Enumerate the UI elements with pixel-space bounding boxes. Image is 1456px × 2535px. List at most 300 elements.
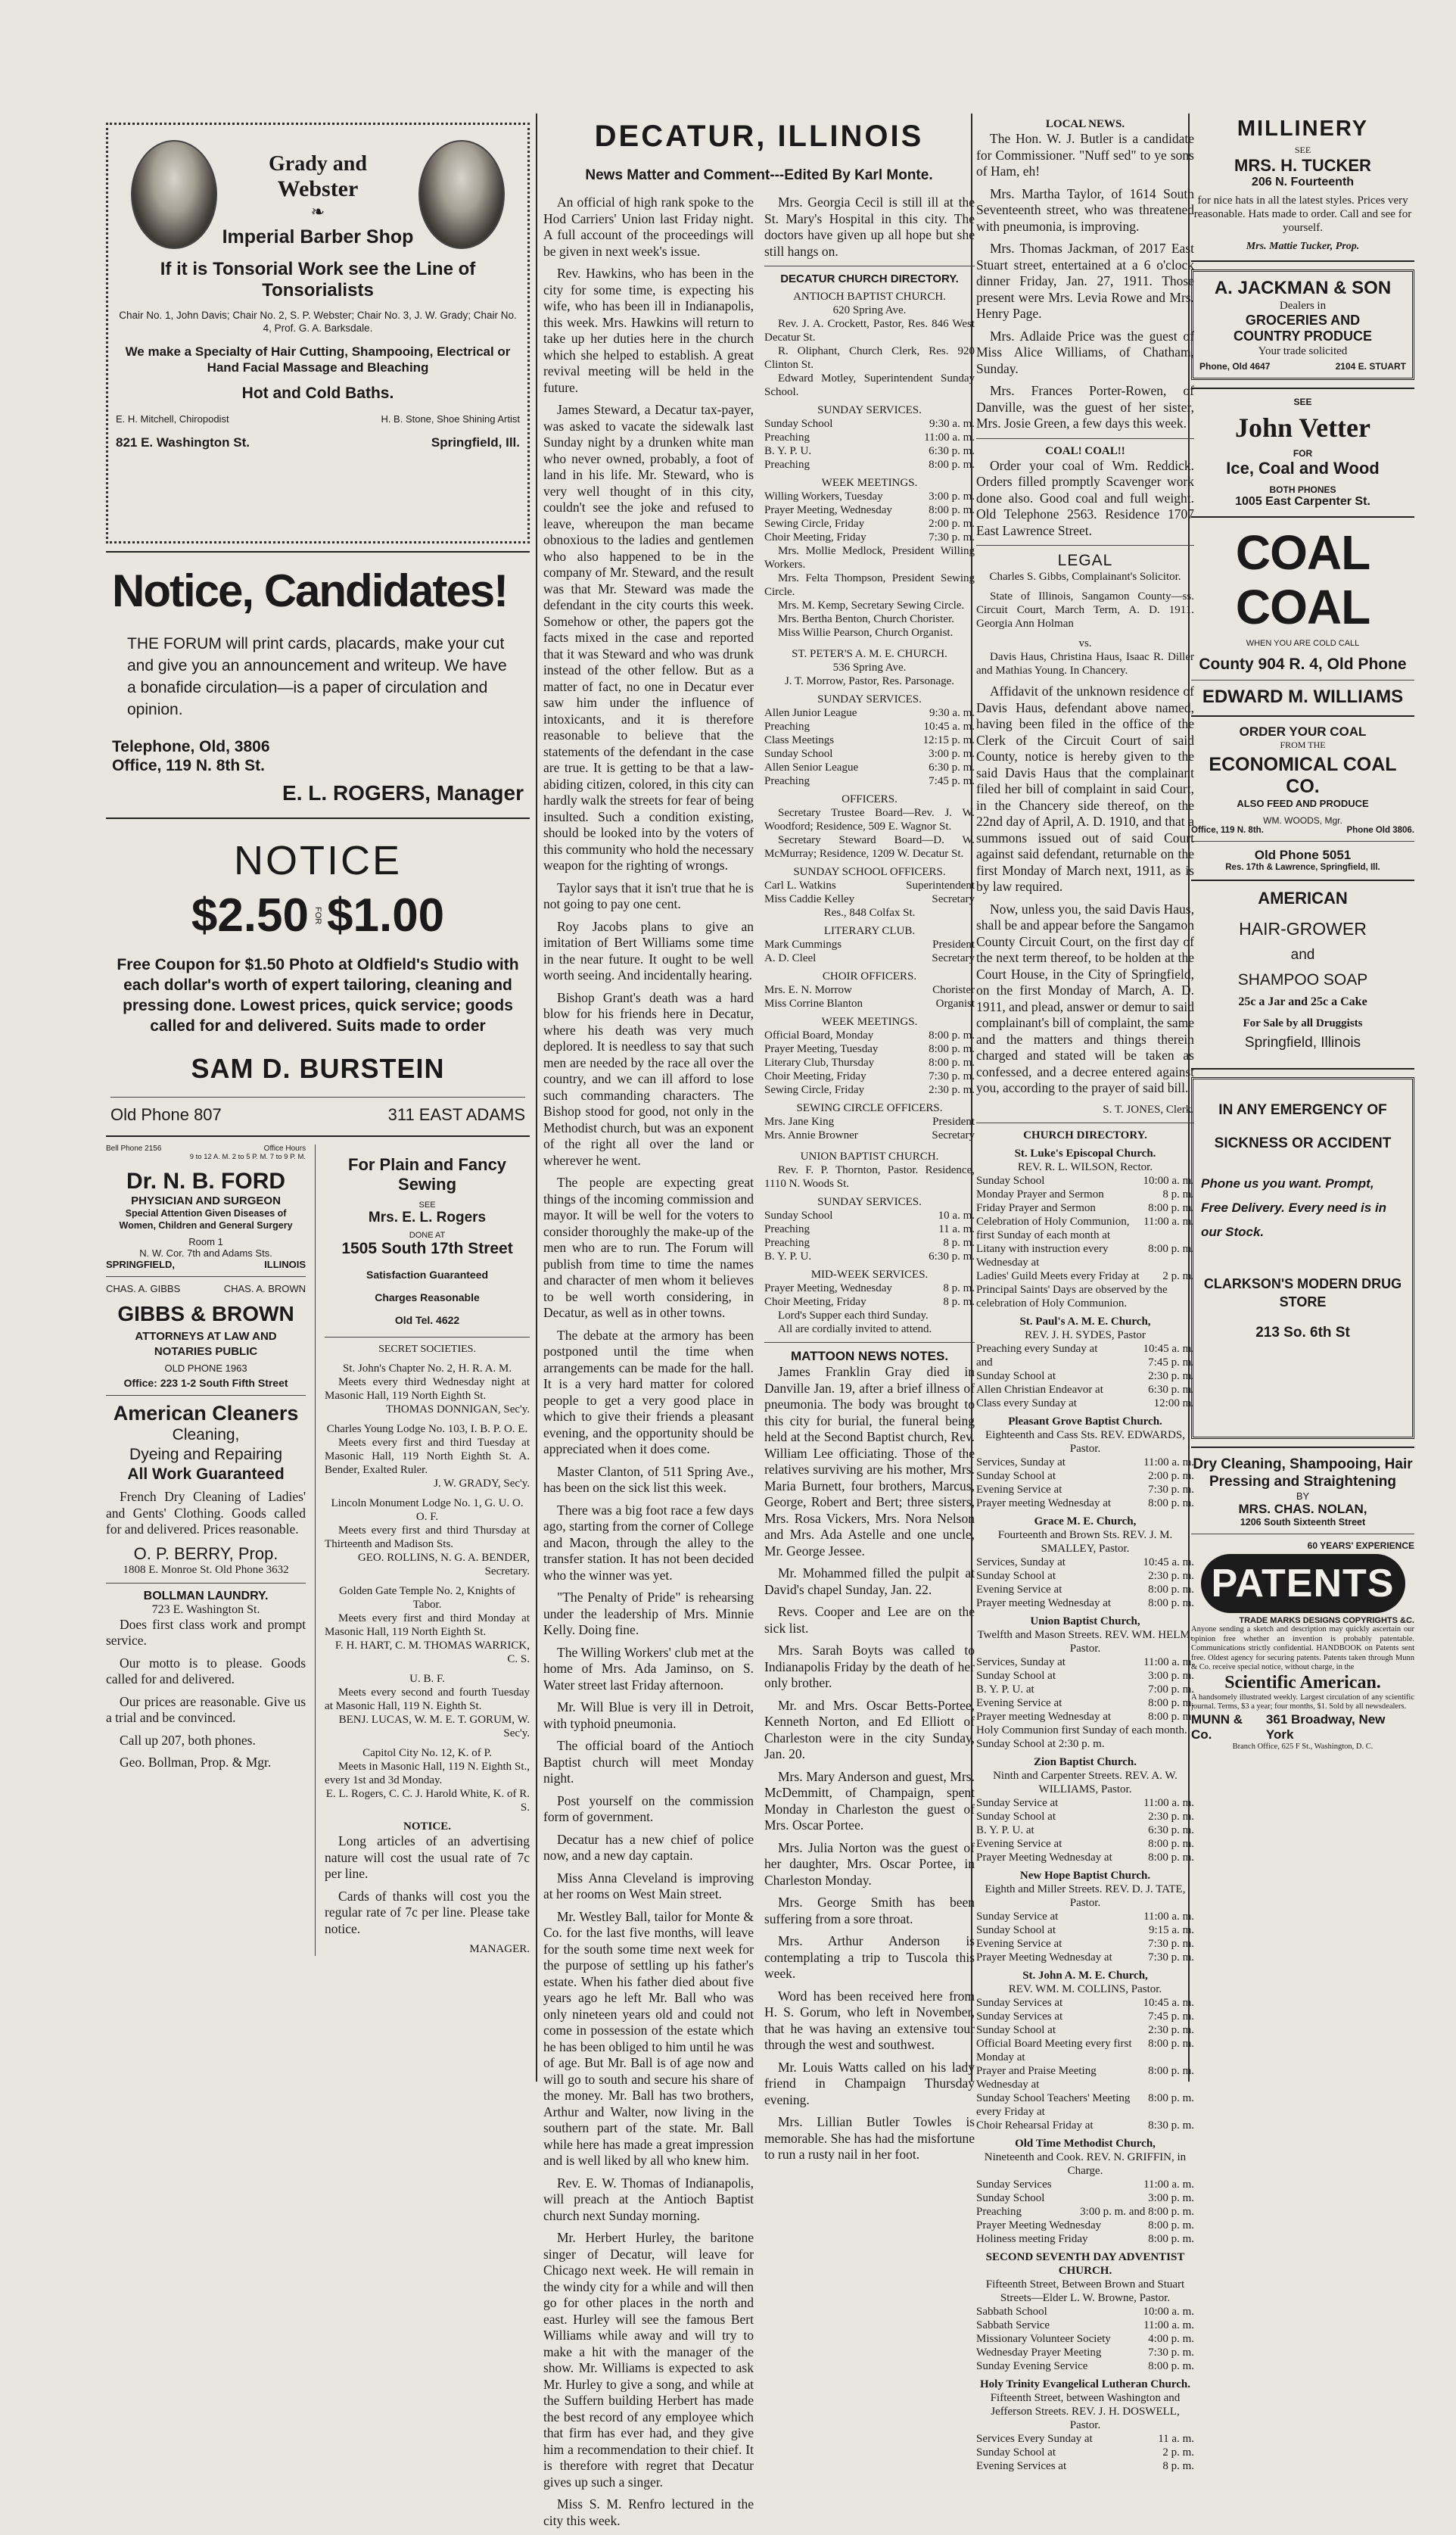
- news-paragraph: Bishop Grant's death was a hard blow for his friends here in Decatur, where his death was very much deplored. It is needless to say that such men are needed by the race all over the country, and we can ill afford to lose such commanding characters. The Bishop stood for good, not only in the Methodist church, but was an exponent of the right all over the land or wherever he went.: [543, 989, 754, 1168]
- burstein-for: FOR: [313, 906, 322, 925]
- service-row: [764, 706, 975, 720]
- church-pastor: Eighth and Miller Streets. REV. D. J. TATE, Pastor.: [985, 1883, 1186, 1909]
- service-row: [764, 444, 975, 458]
- service-time: 7:45 p. m.: [1148, 1356, 1194, 1369]
- service-label: Sunday Services at: [976, 2010, 1063, 2023]
- service-label: Sunday School: [764, 418, 833, 430]
- service-row: [764, 1070, 975, 1083]
- church-pastor: Fifteenth Street, Between Brown and Stuart Streets—Elder L. W. Browne, Pastor.: [985, 2278, 1185, 2304]
- economical-res: Res. 17th & Lawrence, Springfield, Ill.: [1225, 863, 1380, 872]
- news-paragraph: The people are expecting great things of the incoming commission and mayor. It will be well for the voters to consider thoroughly the make-up of the men who are to run. The Forum will publish from time to time the names and character of men whom it believes to be well worth considering, in Decatur, as well as in other towns.: [543, 1175, 754, 1320]
- service-label: Prayer Meeting, Tuesday: [764, 1043, 879, 1055]
- patents-ad: [1191, 1540, 1414, 1751]
- legal-p1: Affidavit of the unknown residence of Davis Haus, defendant above named, having been filed in the office of the Clerk of the Circuit Court of said County, notice is hereby given to the said Davis Haus that the complainant filed her bill of complaint in said Court, in the Chancery side thereof, on the 22nd day of April, A. D. 1910, and that a summons issued out of said Court against said defendant, returnable on the first Monday of March next, 1911, as is by law required.: [976, 684, 1194, 894]
- service-label: Evening Service at: [976, 1837, 1062, 1850]
- service-label: B. Y. P. U.: [764, 1250, 812, 1263]
- church-name: St. Paul's A. M. E. Church,: [1019, 1315, 1151, 1328]
- service-label: Holy Communion first Sunday of each month.: [976, 1724, 1187, 1736]
- section-title: SUNDAY SERVICES.: [817, 404, 922, 416]
- service-label: Sunday School Teachers' Meeting every Friday at: [976, 2091, 1131, 2118]
- service-time: 11:00 a. m.: [924, 431, 975, 444]
- section-title: WEEK MEETINGS.: [821, 1016, 918, 1028]
- hairgrower-city: Springfield, Illinois: [1244, 1035, 1361, 1051]
- news-paragraph: Mrs. Frances Porter-Rowen, of Danville, was the guest of her sister, Mrs. Josie Green, a few days this week.: [976, 383, 1194, 431]
- service-label: Evening Services at: [976, 2459, 1067, 2472]
- news-paragraph: James Franklin Gray died in Danville Jan. 19, after a brief illness of pneumonia. The body was brought to this city for burial, the funeral being held at the Second Baptist church, Rev. William Lee officiating. Those of the relatives surviving are his mother, Mrs. Maria Burnett, four brothers, Marcus, George, Robert and Bert; three sisters, Mrs. Rosa Vickers, Mrs. Nora Nelson and Mrs. Ada Astelle and one uncle, Mr. George Jessee.: [764, 1364, 975, 1559]
- service-row: [976, 2319, 1194, 2332]
- service-time: 8 p. m.: [943, 1296, 975, 1308]
- burstein-name: SAM D. BURSTEIN: [191, 1053, 445, 1084]
- news-paragraph: Mr. Mohammed filled the pulpit at David's chapel Sunday, Jan. 22.: [764, 1565, 975, 1597]
- bollman-address: 723 E. Washington St.: [151, 1602, 260, 1616]
- hairgrower-price: 25c a Jar and 25c a Cake: [1238, 995, 1367, 1008]
- patents-body: Anyone sending a sketch and description may quickly ascertain our opinion free whether an invention is probably patentable. Communications strictly confidential. HANDBOOK on Patents sent free. Oldest agency for securing patents. Patents taken through Munn & Co. receive special notice, without charge, in the: [1191, 1625, 1414, 1671]
- church-officer: Miss Willie Pearson, Church Organist.: [778, 627, 954, 639]
- service-time: 6:30 p. m.: [929, 1250, 975, 1263]
- church-note: Lord's Supper each third Sunday.: [778, 1310, 929, 1322]
- service-label: Prayer Meeting Wednesday at: [976, 1951, 1112, 1964]
- service-row: [976, 1242, 1194, 1269]
- service-row: [976, 2010, 1194, 2023]
- column-rule: [536, 114, 537, 2082]
- bollman-p1: Does first class work and prompt service.: [106, 1616, 306, 1648]
- church-pastor: REV. WM. M. COLLINS, Pastor.: [1008, 1982, 1162, 1995]
- legal-clerk: S. T. JONES, Clerk.: [1103, 1103, 1194, 1116]
- patents-paper-desc: A handsomely illustrated weekly. Largest circulation of any scientific journal. Terms, $3 a year; four months, $1. Sold by all newsdealers.: [1191, 1693, 1414, 1711]
- jackman-dealers: Dealers in: [1279, 300, 1327, 312]
- service-label: Carl L. Watkins: [764, 880, 836, 892]
- gibbs-phone: OLD PHONE 1963: [164, 1362, 247, 1374]
- service-time: 8:00 p. m.: [1148, 2091, 1194, 2104]
- service-row: [764, 1029, 975, 1042]
- news-paragraph: Mr. Will Blue is very ill in Detroit, with typhoid pneumonia.: [543, 1699, 754, 1731]
- service-time: 8 p. m.: [1162, 2459, 1194, 2472]
- news-paragraph: Word has been received here from H. S. Gorum, who left in November, that he was having an extensive tour through the west and southwest.: [764, 1988, 975, 2052]
- society-name: Capitol City No. 12, K. of P.: [362, 1747, 492, 1759]
- church-name: Pleasant Grove Baptist Church.: [1008, 1415, 1162, 1428]
- church-officer: Rev. J. A. Crockett, Pastor, Res. 846 West Decatur St.: [764, 318, 975, 344]
- service-time: 10:00 a. m.: [1143, 1174, 1194, 1187]
- service-time: President: [932, 939, 975, 951]
- society-name: Lincoln Monument Lodge No. 1, G. U. O. O. F.: [331, 1497, 524, 1523]
- service-row: [976, 2219, 1194, 2232]
- gibbs-ad: [106, 1283, 306, 1389]
- service-row: [764, 938, 975, 951]
- service-time: 11 a. m.: [938, 1223, 975, 1235]
- service-row: [976, 2359, 1194, 2373]
- church-name: UNION BAPTIST CHURCH.: [800, 1151, 939, 1163]
- service-row: [976, 1796, 1194, 1810]
- church-name: Grace M. E. Church,: [1034, 1515, 1137, 1528]
- society-text: Meets in Masonic Hall, 119 N. Eighth St., every 1st and 3d Monday.: [325, 1761, 530, 1786]
- service-time: 6:30 p. m.: [1148, 1383, 1194, 1396]
- service-row: [976, 1923, 1194, 1937]
- service-time: 2:30 p. m.: [1148, 1569, 1194, 1582]
- news-paragraph: Mrs. Arthur Anderson is contemplating a trip to Tuscola this week.: [764, 1933, 975, 1981]
- service-row: [976, 1937, 1194, 1951]
- vetter-phones: BOTH PHONES: [1269, 484, 1336, 495]
- service-time: 6:30 p. m.: [1148, 1823, 1194, 1836]
- service-row: [764, 1222, 975, 1236]
- service-row: [976, 2459, 1194, 2473]
- service-time: 10:45 a. m.: [1143, 1556, 1194, 1568]
- societies-notice-p1: Long articles of an advertising nature will cost the usual rate of 7c per line.: [325, 1833, 530, 1881]
- service-row: [764, 720, 975, 733]
- section-title: CHOIR OFFICERS.: [822, 970, 917, 983]
- service-row: [976, 1655, 1194, 1669]
- service-time: 12:15 p. m.: [922, 734, 975, 746]
- column-3: [976, 114, 1194, 2473]
- jackman-address: 2104 E. STUART: [1335, 361, 1406, 372]
- sewing-name: Mrs. E. L. Rogers: [368, 1210, 487, 1225]
- news-paragraph: Rev. Hawkins, who has been in the city for some time, is expecting his wife, who has been ill in Indianapolis, this week. Mrs. Hawkins will return to take up her duties here in the church which she helped to establish. A great revival meeting will be held in the future.: [543, 266, 754, 395]
- barber-address: 821 E. Washington St.: [116, 435, 250, 450]
- service-time: 4:00 p. m.: [1148, 2332, 1194, 2345]
- hairgrower-line-2: HAIR-GROWER: [1239, 919, 1367, 939]
- service-row: [976, 2205, 1194, 2219]
- church-name: St. Luke's Episcopal Church.: [1014, 1147, 1156, 1160]
- society-officer: E. L. Rogers, C. C. J. Harold White, K. of R. S.: [325, 1788, 530, 1814]
- news-paragraph: Master Clanton, of 511 Spring Ave., has been on the sick list this week.: [543, 1463, 754, 1495]
- service-time: 2:30 p. m.: [929, 1084, 975, 1096]
- service-time: 6:30 p. m.: [929, 761, 975, 774]
- service-time: 2:00 p. m.: [1148, 1469, 1194, 1482]
- service-row: [764, 1083, 975, 1097]
- barber-chairs: Chair No. 1, John Davis; Chair No. 2, S. P. Webster; Chair No. 3, J. W. Grady; Chair No. 4, Prof. G. A. Barksdale.: [119, 310, 517, 334]
- society-text: Meets every third Wednesday night at Masonic Hall, 119 North Eighth St.: [325, 1376, 530, 1402]
- service-row: [976, 1201, 1194, 1215]
- candidates-manager: E. L. ROGERS, Manager: [282, 781, 524, 805]
- service-time: 8:00 p. m.: [929, 459, 975, 471]
- service-label: Preaching: [976, 2205, 1022, 2218]
- burstein-notice: NOTICE: [233, 838, 402, 883]
- service-row: [976, 2305, 1194, 2319]
- service-row: [976, 1910, 1194, 1923]
- service-label: B. Y. P. U.: [764, 445, 812, 457]
- legal-vs: vs.: [1078, 637, 1092, 649]
- burstein-phone: Old Phone 807: [110, 1105, 222, 1124]
- service-row: [976, 1810, 1194, 1823]
- service-row: [976, 2446, 1194, 2459]
- service-label: Sunday School at: [976, 2023, 1056, 2036]
- service-label: Choir Meeting, Friday: [764, 1296, 866, 1308]
- service-row: [764, 1129, 975, 1142]
- legal-p2: Now, unless you, the said Davis Haus, shall be and appear before the Sangamon County Circuit Court, on the first day of the next term thereof, to be holden at the Court House, in the City of Springfield, on the first Monday of March, A. D. 1911, and plead, answer or demur to said complainant's bill of complaint, the same and the matters and things therein charged and stated will be taken as confessed, and a decree entered against you, according to the prayer of said bill.: [976, 901, 1194, 1095]
- patents-logo-text: PATENTS: [1211, 1562, 1395, 1605]
- societies-notice-p2: Cards of thanks will cost you the regular rate of 7c per line. Please take notice.: [325, 1888, 530, 1936]
- service-row: [764, 892, 975, 906]
- service-row: [976, 2191, 1194, 2205]
- church-officer: Mrs. Felta Thompson, President Sewing Circle.: [764, 572, 975, 598]
- service-label: Missionary Volunteer Society: [976, 2332, 1111, 2345]
- church-pastor: REV. R. L. WILSON, Rector.: [1017, 1160, 1153, 1173]
- service-label: Sewing Circle, Friday: [764, 518, 865, 530]
- cleaners-name: American Cleaners: [113, 1402, 299, 1425]
- service-time: 8 p. m.: [1162, 1188, 1194, 1201]
- church-name: SECOND SEVENTH DAY ADVENTIST CHURCH.: [985, 2250, 1185, 2277]
- service-label: Sunday Services: [976, 2178, 1052, 2191]
- church-pastor: Rev. F. P. Thornton, Pastor. Residence, 1110 N. Woods St.: [764, 1164, 975, 1190]
- barber-shop-name: Imperial Barber Shop: [222, 226, 414, 248]
- news-paragraph: Miss Anna Cleveland is improving at her rooms on West Main street.: [543, 1870, 754, 1901]
- economical-office: Office, 119 N. 8th.: [1191, 826, 1264, 835]
- news-paragraph: Mrs. Martha Taylor, of 1614 South Seventeenth street, who was threatened with pneumonia, is improving.: [976, 185, 1194, 234]
- church-pastor: J. T. Morrow, Pastor, Res. Parsonage.: [784, 675, 955, 687]
- mattoon-title: MATTOON NEWS NOTES.: [790, 1349, 949, 1363]
- burstein-price-2: $1.00: [327, 889, 445, 942]
- service-time: 8:00 p. m.: [1148, 2359, 1194, 2372]
- sewing-done-at: DONE AT: [409, 1231, 446, 1240]
- service-row: [764, 733, 975, 747]
- church-address: Res., 848 Colfax St.: [823, 907, 916, 919]
- service-row: [976, 2332, 1194, 2346]
- service-label: Sunday School at: [976, 1369, 1056, 1382]
- service-time: 9:15 a. m.: [1149, 1923, 1194, 1936]
- barber-title-2: Webster: [277, 176, 359, 201]
- vetter-name: John Vetter: [1235, 413, 1370, 443]
- service-label: Sunday School at: [976, 1569, 1056, 1582]
- ford-ad: [106, 1144, 306, 1270]
- clarkson-address: 213 So. 6th St: [1255, 1325, 1350, 1341]
- section-title: SUNDAY SCHOOL OFFICERS.: [793, 866, 946, 878]
- service-time: Secretary: [932, 952, 975, 964]
- vetter-address: 1005 East Carpenter St.: [1235, 495, 1370, 508]
- church-pastor: Nineteenth and Cook. REV. N. GRIFFIN, in Charge.: [984, 2150, 1187, 2177]
- burstein-address: 311 EAST ADAMS: [387, 1105, 525, 1124]
- news-paragraph: Mrs. Adlaide Price was the guest of Miss Alice Williams, of Chatham, Sunday.: [976, 328, 1194, 376]
- service-label: Evening Service at: [976, 1583, 1062, 1596]
- millinery-name: MRS. H. TUCKER: [1234, 156, 1371, 175]
- news-paragraph: Miss S. M. Renfro lectured in the city this week.: [543, 2496, 754, 2528]
- service-label: Sunday School: [976, 1174, 1045, 1187]
- service-label: Sunday Services at: [976, 1996, 1063, 2009]
- jackman-phone: Phone, Old 4647: [1199, 361, 1271, 372]
- service-row: [976, 1188, 1194, 1201]
- service-row: [764, 531, 975, 544]
- column-4: [1191, 114, 1414, 1751]
- service-time: Organist: [935, 998, 975, 1010]
- society-officer: BENJ. LUCAS, W. M. E. T. GORUM, W. Sec'y.: [338, 1714, 530, 1739]
- coal-title: COAL! COAL!!: [1045, 444, 1125, 457]
- service-time: 8:00 p. m.: [929, 1057, 975, 1069]
- service-time: 7:45 p. m.: [1148, 2010, 1194, 2023]
- service-label: Prayer Meeting, Wednesday: [764, 1282, 892, 1294]
- service-label: Prayer meeting Wednesday at: [976, 1496, 1112, 1509]
- clarkson-h1: IN ANY EMERGENCY OF: [1218, 1102, 1387, 1118]
- service-label: Evening Service at: [976, 1696, 1062, 1709]
- sewing-ad: [325, 1155, 530, 1326]
- service-row: [764, 879, 975, 892]
- service-label: A. D. Cleel: [764, 952, 817, 964]
- service-row: [764, 747, 975, 761]
- society-officer: J. W. GRADY, Sec'y.: [434, 1478, 530, 1490]
- service-label: Prayer and Praise Meeting Wednesday at: [976, 2064, 1097, 2091]
- church-name: Holy Trinity Evangelical Lutheran Church.: [980, 2378, 1190, 2390]
- left-subcolumn: [106, 1144, 306, 1956]
- service-row: [764, 1056, 975, 1070]
- sewing-address: 1505 South 17th Street: [341, 1240, 513, 1257]
- cleaners-line-3: All Work Guaranteed: [127, 1465, 285, 1483]
- service-row: [764, 761, 975, 774]
- service-row: [976, 2346, 1194, 2359]
- church-officer: Mrs. Mollie Medlock, President Willing Workers.: [764, 545, 975, 571]
- service-time: 8:00 p. m.: [1148, 1242, 1194, 1255]
- nolan-name: MRS. CHAS. NOLAN,: [1238, 1502, 1367, 1516]
- ford-hours-label: Office Hours: [263, 1144, 306, 1153]
- service-time: 8:00 p. m.: [1148, 2232, 1194, 2245]
- patents-paper: Scientific American.: [1224, 1672, 1381, 1693]
- service-label: Preaching: [764, 1237, 810, 1249]
- service-time: 8 p. m.: [943, 1282, 975, 1294]
- service-row: [976, 1496, 1194, 1510]
- service-time: 8:00 p. m.: [1148, 1583, 1194, 1596]
- church-name: Union Baptist Church,: [1030, 1615, 1140, 1627]
- service-time: 8:00 p. m.: [1148, 1837, 1194, 1850]
- service-row: [976, 1696, 1194, 1710]
- service-row: [976, 1283, 1194, 1310]
- service-label: Literary Club, Thursday: [764, 1057, 875, 1069]
- service-label: Sunday School at: [976, 1923, 1056, 1936]
- society-officer: THOMAS DONNIGAN, Sec'y.: [385, 1403, 530, 1415]
- society-text: Meets every first and third Tuesday at Masonic Hall, 119 North Eighth St. A. Bender, Exalted Ruler.: [325, 1437, 530, 1476]
- service-time: President: [932, 1116, 975, 1128]
- news-paragraph: Mrs. Sarah Boyts was called to Indianapolis Friday by the death of her only brother.: [764, 1643, 975, 1690]
- service-row: [764, 1236, 975, 1250]
- society-text: Meets every second and fourth Tuesday at Masonic Hall, 119 N. Eighth St.: [325, 1686, 530, 1712]
- decatur-subtitle: News Matter and Comment---Edited By Karl Monte.: [585, 167, 933, 183]
- service-time: 10:45 a. m.: [923, 721, 975, 733]
- service-row: [976, 1369, 1194, 1383]
- church-officer: Edward Motley, Superintendent Sunday School.: [764, 372, 975, 398]
- service-label: Willing Workers, Tuesday: [764, 490, 883, 503]
- barber-specialty: We make a Specialty of Hair Cutting, Shampooing, Electrical or Hand Facial Massage and Bleaching: [125, 344, 511, 375]
- ford-state: ILLINOIS: [264, 1259, 306, 1270]
- church-pastor: Twelfth and Mason Streets. REV. WM. HELM, Pastor.: [977, 1628, 1193, 1655]
- millinery-see: SEE: [1294, 145, 1311, 155]
- service-label: Sabbath School: [976, 2305, 1047, 2318]
- service-label: Litany with instruction every Wednesday at: [976, 1242, 1109, 1269]
- news-paragraph: Rev. E. W. Thomas of Indianapolis, will preach at the Antioch Baptist church next Sunday morning.: [543, 2175, 754, 2223]
- candidates-ad: [106, 560, 530, 810]
- service-time: 7:30 p. m.: [929, 1070, 975, 1082]
- service-label: Prayer meeting Wednesday at: [976, 1596, 1112, 1609]
- jackman-name: A. JACKMAN & SON: [1214, 278, 1392, 298]
- service-label: Sewing Circle, Friday: [764, 1084, 865, 1096]
- candidates-phone: Telephone, Old, 3806: [112, 738, 270, 755]
- section-title: WEEK MEETINGS.: [821, 477, 918, 489]
- candidates-body: THE FORUM will print cards, placards, make your cut and give you an announcement and writeup. We have a bonafide circulation—is a paper of circulation and opinion.: [127, 635, 507, 718]
- service-label: Monday Prayer and Sermon: [976, 1188, 1104, 1201]
- service-row: [976, 2232, 1194, 2246]
- decatur-news-right: [764, 195, 975, 2535]
- patents-munn-addr: 361 Broadway, New York: [1265, 1711, 1386, 1742]
- service-label: Class Meetings: [764, 734, 835, 746]
- burstein-price-1: $2.50: [191, 889, 309, 942]
- service-label: Preaching every Sunday at: [976, 1342, 1098, 1355]
- section-title: MID-WEEK SERVICES.: [810, 1269, 929, 1281]
- service-label: Services, Sunday at: [976, 1655, 1066, 1668]
- bollman-sign: Geo. Bollman, Prop. & Mgr.: [120, 1755, 272, 1770]
- patents-marks: TRADE MARKS DESIGNS COPYRIGHTS &C.: [1239, 1616, 1414, 1625]
- service-label: Prayer Meeting Wednesday: [976, 2219, 1102, 2231]
- secret-societies: [325, 1344, 530, 1956]
- service-time: Superintendent: [906, 880, 975, 892]
- church-pastor: REV. J. H. SYDES, Pastor: [1025, 1328, 1146, 1341]
- service-label: Sunday Service at: [976, 1796, 1059, 1809]
- service-time: 8:00 p. m.: [1148, 1201, 1194, 1214]
- service-time: 8:00 p. m.: [1148, 2219, 1194, 2231]
- service-row: [976, 1951, 1194, 1964]
- bollman-p4: Call up 207, both phones.: [120, 1732, 256, 1748]
- service-label: Mrs. Jane King: [764, 1116, 835, 1128]
- ford-name: Dr. N. B. FORD: [126, 1169, 286, 1194]
- service-time: 12:00 m.: [1153, 1397, 1194, 1409]
- service-time: 2:00 p. m.: [929, 518, 975, 530]
- church-name: Zion Baptist Church.: [1033, 1755, 1137, 1768]
- jackman-line-1: GROCERIES AND: [1245, 313, 1361, 328]
- legal-state: State of Illinois, Sangamon County—ss. Circuit Court, March Term, A. D. 1911. Georgia Ann Holman: [976, 590, 1194, 630]
- cleaners-address: 1808 E. Monroe St. Old Phone 3632: [123, 1563, 289, 1576]
- service-time: 8:00 p. m.: [929, 1029, 975, 1042]
- service-label: and: [976, 1356, 993, 1369]
- service-row: [976, 1596, 1194, 1610]
- society-name: U. B. F.: [409, 1673, 445, 1685]
- society-name: Charles Young Lodge No. 103, I. B. P. O. E.: [326, 1423, 528, 1435]
- service-label: Choir Meeting, Friday: [764, 1070, 866, 1082]
- nolan-by: BY: [1296, 1490, 1310, 1502]
- service-time: 7:30 p. m.: [1148, 1951, 1194, 1964]
- bollman-name: BOLLMAN LAUNDRY.: [143, 1589, 269, 1602]
- gibbs-title: ATTORNEYS AT LAW AND NOTARIES PUBLIC: [135, 1330, 277, 1358]
- service-row: [976, 1683, 1194, 1696]
- service-time: 7:45 p. m.: [929, 775, 975, 787]
- cleaners-ad: [106, 1402, 306, 1577]
- portrait-image: [131, 140, 217, 249]
- service-label: Mrs. E. N. Morrow: [764, 984, 852, 996]
- service-time: 7:30 p. m.: [1148, 1937, 1194, 1950]
- right-subcolumn: [325, 1144, 530, 1956]
- ford-special: Special Attention Given Diseases of Women, Children and General Surgery: [119, 1208, 293, 1231]
- service-row: [976, 1851, 1194, 1864]
- service-row: [976, 1837, 1194, 1851]
- ford-title: PHYSICIAN AND SURGEON: [131, 1194, 281, 1207]
- barber-chiropodist: E. H. Mitchell, Chiropodist: [116, 413, 229, 425]
- service-time: 11:00 a. m.: [1143, 1215, 1194, 1228]
- cleaners-prop: O. P. BERRY, Prop.: [133, 1543, 278, 1563]
- service-time: 2 p. m.: [1162, 1269, 1194, 1282]
- service-time: 8:00 p. m.: [1148, 1596, 1194, 1609]
- service-row: [976, 2432, 1194, 2446]
- church-officer: R. Oliphant, Church Clerk, Res. 920 Clinton St.: [764, 345, 975, 371]
- service-time: 8:00 p. m.: [1148, 1851, 1194, 1864]
- vetter-for: FOR: [1293, 448, 1313, 459]
- gibbs-office: Office: 223 1-2 South Fifth Street: [123, 1377, 288, 1389]
- service-row: [764, 417, 975, 431]
- clarkson-body: Phone us you want. Prompt, Free Delivery. Every need is in our Stock.: [1201, 1176, 1387, 1239]
- society-name: Golden Gate Temple No. 2, Knights of Tabor.: [339, 1585, 515, 1611]
- hairgrower-sale: For Sale by all Druggists: [1243, 1017, 1363, 1029]
- service-row: [976, 1269, 1194, 1283]
- service-row: [976, 2023, 1194, 2037]
- sewing-see: SEE: [418, 1201, 436, 1210]
- service-time: 8:00 p. m.: [929, 1043, 975, 1055]
- news-paragraph: Roy Jacobs plans to give an imitation of Bert Williams some time in the near future. It ought to be well worth seeing. And incidentally hearing.: [543, 918, 754, 983]
- service-time: 10:00 a. m.: [1143, 2305, 1194, 2318]
- service-time: 8:00 p. m.: [1148, 1710, 1194, 1723]
- news-paragraph: Revs. Cooper and Lee are on the sick list.: [764, 1604, 975, 1636]
- candidates-office: Office, 119 N. 8th St.: [112, 757, 265, 774]
- service-label: Sunday School at: [976, 2446, 1056, 2459]
